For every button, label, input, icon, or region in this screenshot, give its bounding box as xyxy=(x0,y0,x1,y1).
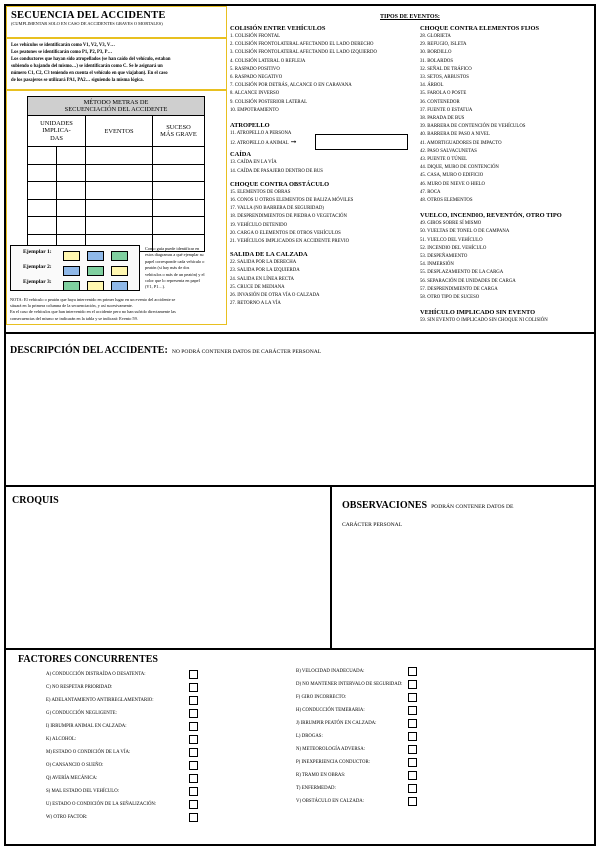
event-item: 50. VUELTAS DE TONEL O DE CAMPANA xyxy=(420,229,510,235)
factor-checkbox[interactable] xyxy=(189,761,198,770)
instr-line-4: subiendo o bajando del mismo…) se identificarán como C. Se le asignará un xyxy=(11,63,163,69)
event-item: 38. PARADA DE BUS xyxy=(420,116,465,122)
factor-checkbox[interactable] xyxy=(408,680,417,689)
factor-label: G) CONDUCCIÓN NEGLIGENTE: xyxy=(46,711,117,716)
metras-title xyxy=(28,97,205,116)
col-unidades-l1: UNIDADES xyxy=(40,120,73,128)
observaciones-note-l2: CARÁCTER PERSONAL xyxy=(342,522,403,528)
factor-label: D) NO MANTENER INTERVALO DE SEGURIDAD: xyxy=(296,682,403,687)
factor-label: K) ALCOHOL: xyxy=(46,737,77,742)
factor-checkbox[interactable] xyxy=(189,722,198,731)
event-item: 13. CAÍDA EN LA VÍA xyxy=(230,160,277,166)
event-item: 8. ALCANCE INVERSO xyxy=(230,91,280,97)
ejemplar-note-line: estos diagramas a qué ejemplar su xyxy=(145,252,204,258)
col-eventos: EVENTOS xyxy=(86,116,153,147)
event-item: 53. DESPEÑAMIENTO xyxy=(420,254,468,260)
event-item: 18. DESPRENDIMIENTOS DE PIEDRA O VEGETACIÓN xyxy=(230,214,347,220)
cell[interactable] xyxy=(57,217,86,235)
event-item: 55. DESPLAZAMIENTO DE LA CARGA xyxy=(420,270,504,276)
factor-label: H) CONDUCCIÓN TEMERARIA: xyxy=(296,708,365,713)
section-colision: COLISIÓN ENTRE VEHÍCULOS xyxy=(230,25,326,32)
observaciones-note-l1: PODRÁN CONTENER DATOS DE xyxy=(431,504,514,510)
col-suceso-l2: MÁS GRAVE xyxy=(160,131,197,138)
event-item: 11. ATROPELLO A PERSONA xyxy=(230,131,292,137)
event-item: 1. COLISIÓN FRONTAL xyxy=(230,34,281,39)
col-unidades-l2: IMPLICA- xyxy=(42,127,71,135)
event-item-label: 12. ATROPELLO A ANIMAL xyxy=(230,141,289,147)
event-item: 6. RASPADO NEGATIVO xyxy=(230,75,283,81)
secuencia-title: SECUENCIA DEL ACCIDENTE xyxy=(11,10,166,21)
cell[interactable] xyxy=(153,182,205,200)
metras-title-l1: MÉTODO METRAS DE xyxy=(83,99,149,106)
cell[interactable] xyxy=(86,164,153,182)
factor-checkbox[interactable] xyxy=(189,696,198,705)
ejemplar-label-2: Ejemplar 2: xyxy=(23,264,52,270)
factor-checkbox[interactable] xyxy=(189,709,198,718)
factor-label: C) NO RESPETAR PRIORIDAD: xyxy=(46,685,113,690)
cell[interactable] xyxy=(153,147,205,165)
observaciones-area[interactable] xyxy=(336,520,592,644)
instr-line-1: Los vehículos se identificarán como V1, V2, V3, V… xyxy=(11,43,115,48)
divider-middle xyxy=(5,485,595,487)
event-item: 57. DESPRENDIMIENTO DE CARGA xyxy=(420,286,498,292)
factor-label: P) INEXPERIENCIA CONDUCTOR: xyxy=(296,760,371,765)
event-item: 54. INMERSIÓN xyxy=(420,262,454,268)
ejemplar-note-line: color que lo representa en papel xyxy=(145,278,200,284)
ejemplar-label-1: Ejemplar 1: xyxy=(23,249,52,255)
event-item: 16. CONOS U OTROS ELEMENTOS DE BALIZA MÓVILES xyxy=(230,198,354,204)
metras-title-l2: SECUENCIACIÓN DEL ACCIDENTE xyxy=(64,106,168,113)
factor-checkbox[interactable] xyxy=(408,732,417,741)
factor-checkbox[interactable] xyxy=(189,735,198,744)
cell[interactable] xyxy=(28,147,57,165)
ejemplar-swatch xyxy=(111,266,128,276)
event-item: 47. ROCA xyxy=(420,189,441,195)
factor-checkbox[interactable] xyxy=(189,774,198,783)
factor-checkbox[interactable] xyxy=(408,758,417,767)
col-suceso xyxy=(153,116,205,147)
event-item: 27. RETORNO A LA VÍA xyxy=(230,301,281,307)
croquis-title: CROQUIS xyxy=(12,495,59,506)
cell[interactable] xyxy=(86,217,153,235)
event-item: 44. DIQUE, MURO DE CONTENCIÓN xyxy=(420,165,499,171)
factor-checkbox[interactable] xyxy=(408,771,417,780)
event-item: 29. REFUGIO, ISLETA xyxy=(420,42,467,48)
ejemplar-note-line: Como guía puede identificar en xyxy=(145,246,200,251)
ejemplar-note-line: vehículos o más de un peatón) y el xyxy=(145,271,205,277)
event-item: 31. BOLARDOS xyxy=(420,58,454,64)
factor-label: S) MAL ESTADO DEL VEHÍCULO: xyxy=(46,789,119,794)
factor-checkbox[interactable] xyxy=(408,693,417,702)
event-item: 43. PUENTE O TÚNEL xyxy=(420,157,468,163)
cell[interactable] xyxy=(86,147,153,165)
ejemplar-label-3: Ejemplar 3: xyxy=(23,279,52,285)
event-item: 34. ÁRBOL xyxy=(420,83,444,89)
cell[interactable] xyxy=(153,199,205,217)
factor-label: I) IRRUMPIR ANIMAL EN CALZADA: xyxy=(46,724,127,729)
descripcion-area[interactable] xyxy=(8,356,592,482)
factor-label: O) CANSANCIO O SUEÑO: xyxy=(46,763,104,768)
factor-label: R) TRAMO EN OBRAS: xyxy=(296,773,346,778)
factor-label: J) IRRUMPIR PEATÓN EN CALZADA: xyxy=(296,721,377,726)
section-salida: SALIDA DE LA CALZADA xyxy=(230,251,308,259)
event-item: 42. PASO SALVACUNETAS xyxy=(420,148,477,154)
factor-checkbox[interactable] xyxy=(189,670,198,679)
factor-label: U) ESTADO O CONDICIÓN DE LA SEÑALIZACIÓN: xyxy=(46,802,157,807)
col-unidades xyxy=(28,116,86,147)
factor-checkbox[interactable] xyxy=(189,683,198,692)
factor-checkbox[interactable] xyxy=(408,745,417,754)
descripcion-note: NO PODRÁ CONTENER DATOS DE CARÁCTER PERSONAL xyxy=(171,349,322,355)
event-item: 35. FAROLA O POSTE xyxy=(420,91,467,97)
events-left-column xyxy=(230,21,415,308)
nota-line: situará en la primera columna de la secuenciación, y así sucesivamente. xyxy=(10,303,133,309)
animal-input[interactable] xyxy=(315,134,408,150)
cell[interactable] xyxy=(28,164,57,182)
event-item: 52. INCENDIO DEL VEHÍCULO xyxy=(420,245,487,251)
event-item: 39. BARRERA DE CONTENCIÓN DE VEHÍCULOS xyxy=(420,124,526,130)
cell[interactable] xyxy=(57,182,86,200)
factor-checkbox[interactable] xyxy=(408,719,417,728)
factor-label: A) CONDUCCIÓN DISTRAÍDA O DESATENTA: xyxy=(46,672,146,677)
event-item: 14. CAÍDA DE PASAJERO DENTRO DE BUS xyxy=(230,168,323,174)
ejemplar-swatch xyxy=(87,281,104,291)
nota-line: NOTA: El vehículo o peatón que haya intervenido en primer lugar en un evento del accidente se xyxy=(10,297,176,302)
ejemplar-swatch xyxy=(87,251,104,261)
event-item: 48. OTROS ELEMENTOS xyxy=(420,198,473,204)
croquis-area[interactable] xyxy=(8,510,326,644)
nota-text xyxy=(10,297,225,322)
factor-label: F) GIRO INCORRECTO: xyxy=(296,695,347,700)
secuencia-subtitle: (CUMPLIMENTAR SOLO EN CASO DE ACCIDENTES GRAVES O MORTALES) xyxy=(11,21,163,26)
event-item: 26. INVASIÓN DE OTRA VÍA O CALZADA xyxy=(230,293,320,299)
instr-line-6: de los pasajeros se utilizará PA1, PA2… siguiendo la misma lógica. xyxy=(11,77,144,83)
event-item: 23. SALIDA POR LA IZQUIERDA xyxy=(230,268,300,274)
factor-label: Q) AVERÍA MECÁNICA: xyxy=(46,776,98,781)
event-item: 40. BARRERA DE PASO A NIVEL xyxy=(420,132,490,138)
cell[interactable] xyxy=(57,147,86,165)
event-item: 58. OTRO TIPO DE SUCESO xyxy=(420,295,480,301)
nota-line: consecuencias del mismo se indicarán en la tabla y se indicará: Evento 59. xyxy=(10,315,138,321)
ejemplar-note-line: peatón (si hay más de dos xyxy=(145,265,190,271)
event-item: 32. SEÑAL DE TRÁFICO xyxy=(420,66,472,72)
factor-checkbox[interactable] xyxy=(189,748,198,757)
ejemplar-swatch xyxy=(111,251,128,261)
factor-label: E) ADELANTAMIENTO ANTIRREGLAMENTARIO: xyxy=(46,698,154,703)
factor-label: N) METEOROLOGÍA ADVERSA: xyxy=(296,747,366,752)
factor-label: W) OTRO FACTOR: xyxy=(46,815,88,820)
event-item: 37. FUENTE O ESTATUA xyxy=(420,107,473,113)
cell[interactable] xyxy=(28,199,57,217)
event-item: 5. RASPADO POSITIVO xyxy=(230,66,280,72)
section-caida: CAÍDA xyxy=(230,151,251,159)
event-item: 9. COLISIÓN POSTERIOR LATERAL xyxy=(230,99,308,105)
event-item: 17. VALLA (NO BARRERA DE SEGURIDAD) xyxy=(230,206,324,212)
cell[interactable] xyxy=(153,164,205,182)
cell[interactable] xyxy=(86,182,153,200)
event-item: 2. COLISIÓN FRONTOLATERAL AFECTANDO EL LADO DERECHO xyxy=(230,42,374,48)
factor-checkbox[interactable] xyxy=(408,667,417,676)
cell[interactable] xyxy=(57,164,86,182)
event-item: 22. SALIDA POR LA DERECHA xyxy=(230,260,297,266)
event-item: 25. CRUCE DE MEDIANA xyxy=(230,284,285,290)
event-item: 20. CARGA O ELEMENTOS DE OTROS VEHÍCULOS xyxy=(230,230,341,236)
section-elementos-fijos: CHOQUE CONTRA ELEMENTOS FIJOS xyxy=(420,25,540,32)
event-item: 30. BORDILLO xyxy=(420,50,452,56)
cell[interactable] xyxy=(28,182,57,200)
cell[interactable] xyxy=(86,199,153,217)
factor-label: M) ESTADO O CONDICIÓN DE LA VÍA: xyxy=(46,750,131,755)
events-right-column xyxy=(420,21,594,326)
event-item: 10. EMPOTRAMIENTO xyxy=(230,107,279,113)
factor-checkbox[interactable] xyxy=(189,813,198,822)
event-item: 4. COLISIÓN LATERAL O REFLEJA xyxy=(230,58,306,64)
col-unidades-l3: DAS xyxy=(50,134,63,142)
factor-label: T) ENFERMEDAD: xyxy=(296,786,336,791)
instr-line-5: número C1, C2, C3 teniendo en cuenta el vehículo en que viajaban). En el caso xyxy=(11,70,168,76)
ejemplar-note-line: papel corresponde cada vehículo o xyxy=(145,258,205,264)
event-item: 33. SETOS, ARBUSTOS xyxy=(420,75,469,81)
ejemplar-swatch xyxy=(111,281,128,291)
metras-table xyxy=(27,96,205,252)
factor-checkbox[interactable] xyxy=(408,784,417,793)
factor-label: L) DROGAS: xyxy=(296,734,323,739)
tipos-title: TIPOS DE EVENTOS: xyxy=(380,14,440,20)
factor-label: V) OBSTÁCULO EN CALZADA: xyxy=(296,799,365,804)
instr-line-3: Los conductores que hayan sido atropellados (se han caído del vehículo, estaban xyxy=(11,56,171,62)
factor-checkbox[interactable] xyxy=(189,800,198,809)
section-choque-obstaculo: CHOQUE CONTRA OBSTÁCULO xyxy=(230,180,330,188)
divider-bottom xyxy=(5,648,595,650)
nota-line: En el caso de vehículos que han intervenido en el accidente pero no han sufrido directamente las xyxy=(10,309,176,315)
event-item: 56. SEPARACIÓN DE UNIDADES DE CARGA xyxy=(420,278,516,284)
event-item: 19. VEHÍCULO DETENIDO xyxy=(230,222,288,228)
event-item: 46. MURO DE NIEVE O HIELO xyxy=(420,181,486,187)
cell[interactable] xyxy=(28,217,57,235)
arrow-right-icon: ➞ xyxy=(290,138,297,147)
event-item: 36. CONTENEDOR xyxy=(420,99,460,105)
ejemplar-legend xyxy=(10,245,140,291)
section-vuelco: VUELCO, INCENDIO, REVENTÓN, OTRO TIPO xyxy=(420,212,562,220)
event-item: 45. CASA, MURO O EDIFICIO xyxy=(420,173,484,179)
col-suceso-l1: SUCESO xyxy=(166,123,191,131)
factor-checkbox[interactable] xyxy=(408,706,417,715)
divider-top xyxy=(5,332,595,334)
factores-title: FACTORES CONCURRENTES xyxy=(18,654,158,665)
factor-checkbox[interactable] xyxy=(189,787,198,796)
factor-label: B) VELOCIDAD INADECUADA: xyxy=(296,669,365,674)
event-item: 24. SALIDA EN LÍNEA RECTA xyxy=(230,276,294,282)
factor-checkbox[interactable] xyxy=(408,797,417,806)
ejemplar-swatch xyxy=(63,251,80,261)
section-sin-evento: VEHÍCULO IMPLICADO SIN EVENTO xyxy=(420,309,536,317)
ejemplar-swatch xyxy=(63,281,80,291)
ejemplar-note xyxy=(145,246,225,291)
cell[interactable] xyxy=(57,199,86,217)
ejemplar-swatch xyxy=(63,266,80,276)
secuencia-instructions xyxy=(6,38,227,90)
secuencia-header xyxy=(6,6,227,38)
observaciones-title: OBSERVACIONES xyxy=(342,500,428,511)
event-item: 49. GIROS SOBRE SÍ MISMO xyxy=(420,221,482,227)
section-atropello: ATROPELLO xyxy=(230,122,270,130)
event-item: 15. ELEMENTOS DE OBRAS xyxy=(230,189,291,195)
event-item: 21. VEHÍCULOS IMPLICADOS EN ACCIDENTE PREVIO xyxy=(230,239,350,245)
cell[interactable] xyxy=(153,217,205,235)
divider-croquis xyxy=(330,486,332,648)
ejemplar-swatch xyxy=(87,266,104,276)
event-item: 51. VUELCO DEL VEHÍCULO xyxy=(420,237,483,243)
event-item: 41. AMORTIGUADORES DE IMPACTO xyxy=(420,140,502,146)
event-item: 3. COLISIÓN FRONTOLATERAL AFECTANDO EL LADO IZQUIERDO xyxy=(230,50,377,56)
ejemplar-note-line: (V1, P1…). xyxy=(145,284,166,290)
instr-line-2: Los peatones se identificarán como P1, P2, P3, P… xyxy=(11,49,113,55)
event-item: 59. SIN EVENTO O IMPLICADO SIN CHOQUE NI COLISIÓN xyxy=(420,318,548,324)
event-item: 28. GLORIETA xyxy=(420,34,451,39)
event-item: 7. COLISIÓN POR DETRÁS, ALCANCE O EN CARAVANA xyxy=(230,83,352,89)
descripcion-title: DESCRIPCIÓN DEL ACCIDENTE: xyxy=(10,345,168,356)
